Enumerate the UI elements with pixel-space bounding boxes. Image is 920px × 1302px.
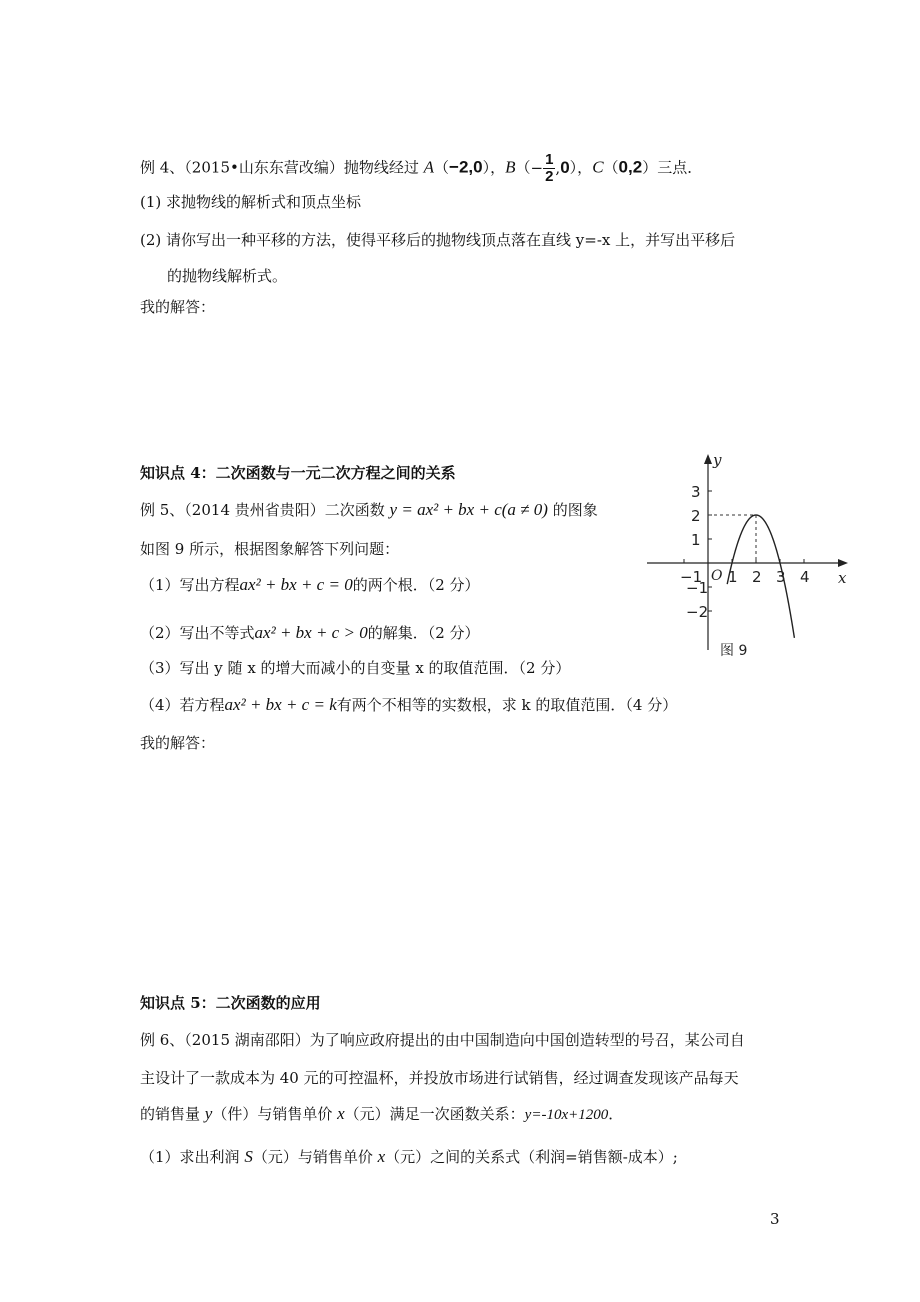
y-tick-label: 3 — [691, 483, 701, 501]
ex5-formula: y = ax² + bx + c(a ≠ 0) — [389, 500, 548, 519]
y-axis-arrow — [704, 454, 712, 464]
ex4-intro: 例 4、（2015•山东东营改编）抛物线经过 — [140, 158, 424, 177]
page-number: 3 — [770, 1210, 780, 1228]
ex5-intro: 例 5、（2014 贵州省贵阳）二次函数 y = ax² + bx + c(a ≠ 0) 的图象 — [140, 500, 598, 519]
ex5-question-2: （2）写出不等式ax² + bx + c > 0的解集．（2 分） — [140, 623, 480, 642]
ex4-question-2a: (2) 请你写出一种平移的方法，使得平移后的抛物线顶点落在直线 y=-x 上，并写出平移后 — [140, 231, 736, 249]
ex5-question-3: （3）写出 y 随 x 的增大而减小的自变量 x 的取值范围．（2 分） — [140, 659, 571, 677]
point-b-coord: − $\frac{1}{2}$ ,0 — [530, 151, 570, 185]
x-axis-label: x — [838, 569, 847, 587]
ex4-heading: 例 4、（2015•山东东营改编）抛物线经过 A（−2,0），B（− $\frac{1}{2}$ ,0），C（0,2）三点． — [140, 151, 703, 185]
ex6-line1: 例 6、（2015 湖南邵阳）为了响应政府提出的由中国制造向中国创造转型的号召，某公司自 — [140, 1031, 745, 1049]
y-tick-label: −1 — [686, 579, 709, 597]
figure-caption: 图 9 — [720, 643, 748, 659]
x-tick-label: −1 — [680, 568, 703, 586]
y-tick-label: 1 — [691, 531, 701, 549]
x-tick-label: 1 — [728, 568, 738, 586]
ex6-line2: 主设计了一款成本为 40 元的可控温杯，并投放市场进行试销售，经过调查发现该产品每天 — [140, 1069, 739, 1087]
kp5-title: 知识点 5：二次函数的应用 — [140, 994, 321, 1012]
y-axis-label: y — [713, 451, 722, 469]
ex5-question-4: （4）若方程ax² + bx + c = k有两个不相等的实数根，求 k 的取值范围．（4 分） — [140, 695, 678, 714]
ex4-question-1: (1) 求抛物线的解析式和顶点坐标 — [140, 193, 362, 211]
point-a-coord: −2,0 — [449, 157, 483, 177]
ex4-answer-label: 我的解答： — [140, 298, 216, 316]
ex5-answer-label: 我的解答： — [140, 734, 216, 752]
point-c-coord: 0,2 — [618, 157, 643, 177]
x-tick-label: 3 — [776, 568, 786, 586]
y-tick-label: −2 — [686, 603, 709, 621]
ex5-question-1: （1）写出方程ax² + bx + c = 0的两个根．（2 分） — [140, 575, 480, 594]
ex6-question-1: （1）求出利润 S（元）与销售单价 x（元）之间的关系式（利润=销售额-成本）; — [140, 1147, 678, 1166]
origin-label: O — [711, 568, 723, 584]
x-tick-label: 4 — [800, 568, 810, 586]
figure-9-graph — [645, 450, 855, 660]
ex4-question-2b: 的抛物线解析式。 — [167, 267, 288, 285]
y-tick-label: 2 — [691, 507, 701, 525]
x-axis-arrow — [838, 559, 848, 567]
x-tick-label: 2 — [752, 568, 762, 586]
ex5-line2: 如图 9 所示，根据图象解答下列问题： — [140, 540, 400, 558]
ex6-line3: 的销售量 y（件）与销售单价 x（元）满足一次函数关系：y=-10x+1200． — [140, 1104, 624, 1123]
vertex-guide-lines — [708, 515, 756, 563]
kp4-title: 知识点 4：二次函数与一元二次方程之间的关系 — [140, 464, 456, 482]
